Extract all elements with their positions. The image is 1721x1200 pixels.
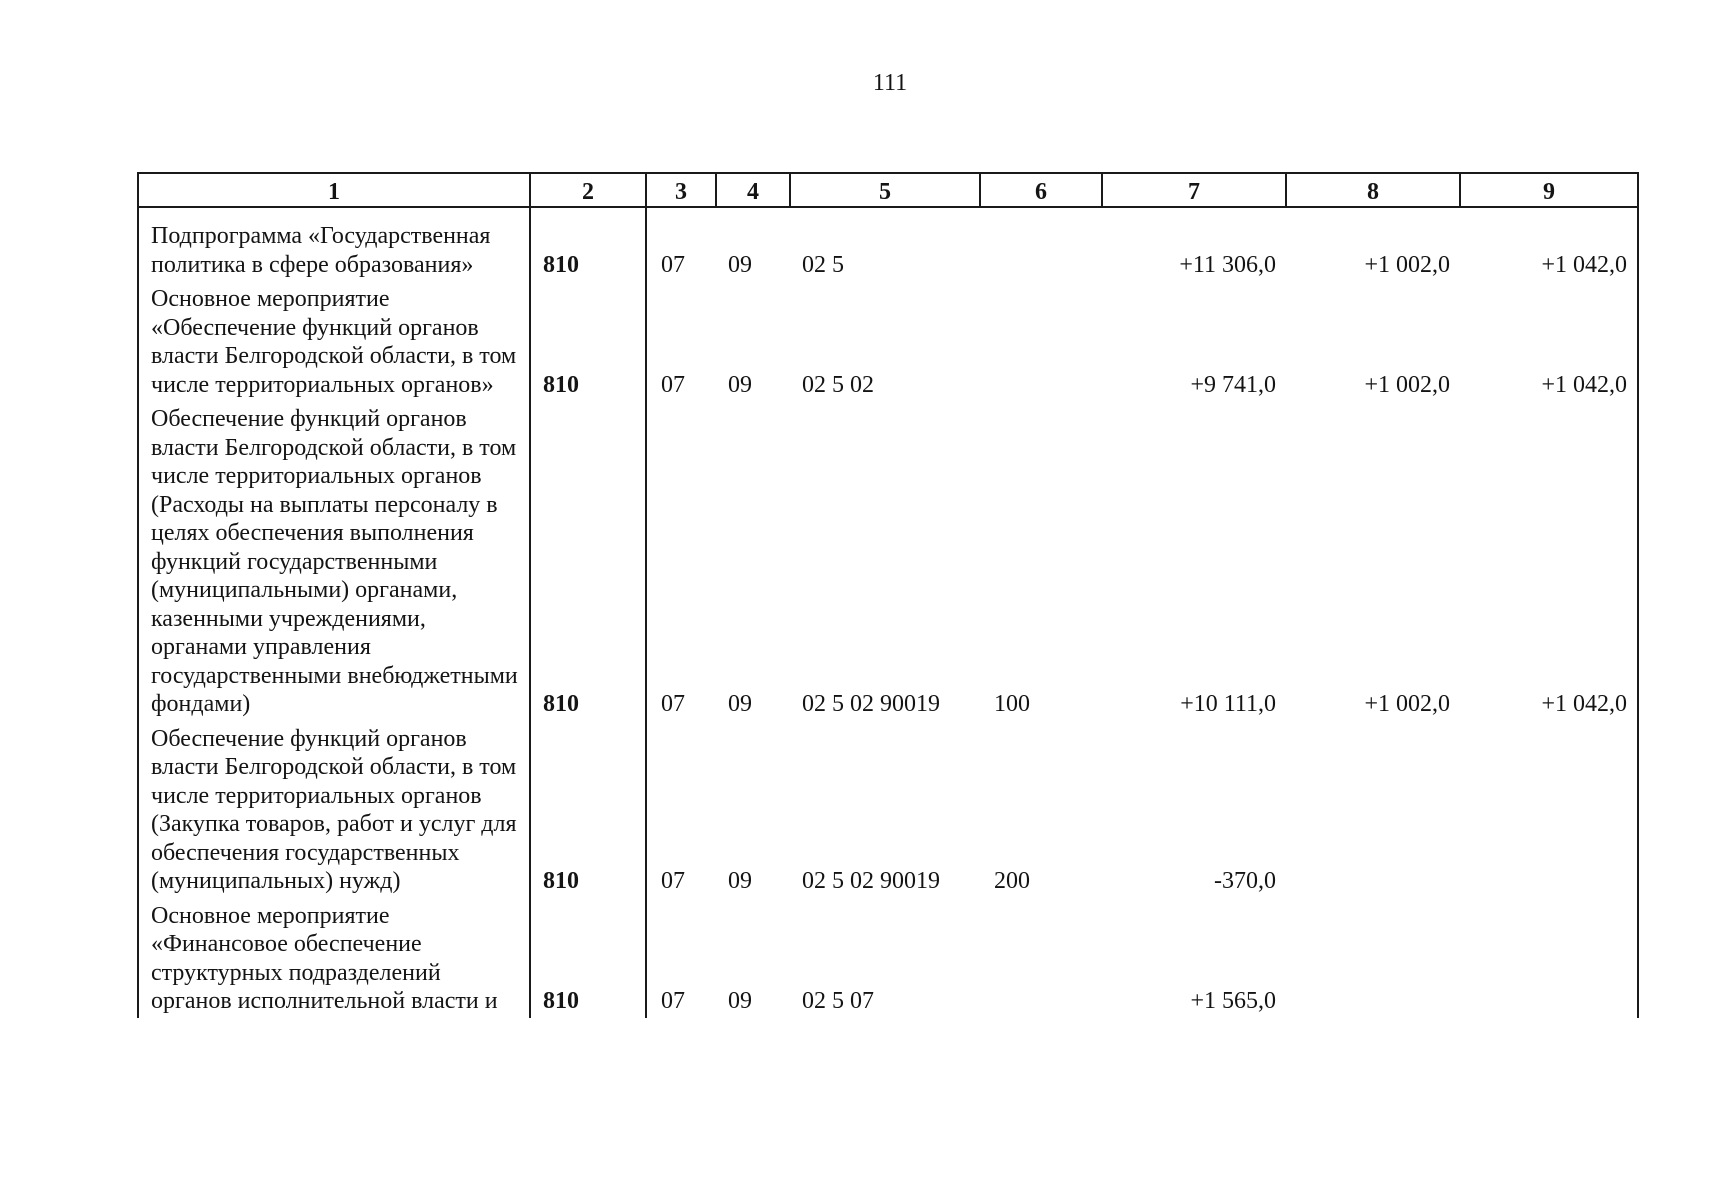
row-expense-type	[980, 207, 1102, 281]
row-sum-after: +1 042,0	[1460, 281, 1638, 401]
row-expense-type: 100	[994, 691, 1030, 717]
column-header: 4	[716, 173, 790, 207]
row-sum-after	[1460, 898, 1638, 1018]
row-name: Обеспечение функций органов власти Белгородской области, в том числе территориальных органов (Расходы на выплаты персоналу в целях обеспечения выполнения функций государственными (муниципальными) органами, казенными учреждениями, органами управления государственными внебюджетными фондами)	[138, 401, 530, 721]
row-section: 07	[661, 868, 685, 894]
column-header: 3	[646, 173, 716, 207]
row-sum-next: +1 002,0	[1364, 691, 1450, 717]
row-sum-after: +1 042,0	[1460, 401, 1638, 721]
table-row	[138, 721, 1638, 898]
column-header: 8	[1286, 173, 1460, 207]
row-target: 02 5 02 90019	[802, 691, 940, 717]
column-header: 1	[138, 173, 530, 207]
row-name: Обеспечение функций органов власти Белгородской области, в том числе территориальных органов (Закупка товаров, работ и услуг для обеспечения государственных (муниципальных) нужд)	[138, 721, 530, 898]
row-code: 810	[530, 898, 646, 1018]
row-code: 810	[530, 721, 646, 898]
row-subsection: 09	[728, 868, 752, 894]
row-sum-next	[1286, 898, 1460, 1018]
row-sum-current: +10 111,0	[1180, 691, 1276, 717]
row-target: 02 5 07	[802, 988, 874, 1014]
row-sum-after: +1 042,0	[1460, 207, 1638, 281]
row-target: 02 5 02 90019	[802, 868, 940, 894]
column-header: 5	[790, 173, 980, 207]
row-code: 810	[530, 207, 646, 281]
row-subsection: 09	[728, 371, 752, 398]
row-section: 07	[661, 691, 685, 717]
row-code: 810	[530, 281, 646, 401]
row-target: 02 5	[802, 251, 844, 278]
row-sum-next	[1286, 721, 1460, 898]
column-header: 2	[530, 173, 646, 207]
row-sum-current: +11 306,0	[1179, 251, 1276, 278]
table-header-row	[138, 173, 1638, 207]
page-number: 111	[872, 70, 908, 96]
row-sum-next: +1 002,0	[1364, 371, 1450, 398]
table-row	[138, 281, 1638, 401]
table-row	[138, 898, 1638, 1018]
table-row	[138, 401, 1638, 721]
row-target: 02 5 02	[802, 371, 874, 398]
row-subsection: 09	[728, 251, 752, 278]
row-expense-type	[980, 281, 1102, 401]
column-header: 9	[1460, 173, 1638, 207]
row-name: Подпрограмма «Государственная политика в сфере образования»	[138, 207, 530, 281]
row-subsection: 09	[728, 988, 752, 1014]
column-header: 7	[1102, 173, 1286, 207]
row-sum-next: +1 002,0	[1364, 251, 1450, 278]
row-code: 810	[530, 401, 646, 721]
row-sum-after	[1460, 721, 1638, 898]
row-expense-type: 200	[994, 868, 1030, 894]
row-section: 07	[661, 988, 685, 1014]
row-sum-current: -370,0	[1214, 868, 1276, 894]
table-row	[138, 207, 1638, 281]
budget-table	[137, 172, 1639, 1018]
row-name: Основное мероприятие «Финансовое обеспечение структурных подразделений органов исполнительной власти и	[138, 898, 530, 1018]
row-sum-current: +9 741,0	[1190, 371, 1276, 398]
row-subsection: 09	[728, 691, 752, 717]
row-expense-type	[980, 898, 1102, 1018]
row-section: 07	[661, 251, 685, 278]
row-name: Основное мероприятие «Обеспечение функций органов власти Белгородской области, в том числе территориальных органов»	[138, 281, 530, 401]
row-section: 07	[661, 371, 685, 398]
row-sum-current: +1 565,0	[1190, 988, 1276, 1014]
column-header: 6	[980, 173, 1102, 207]
